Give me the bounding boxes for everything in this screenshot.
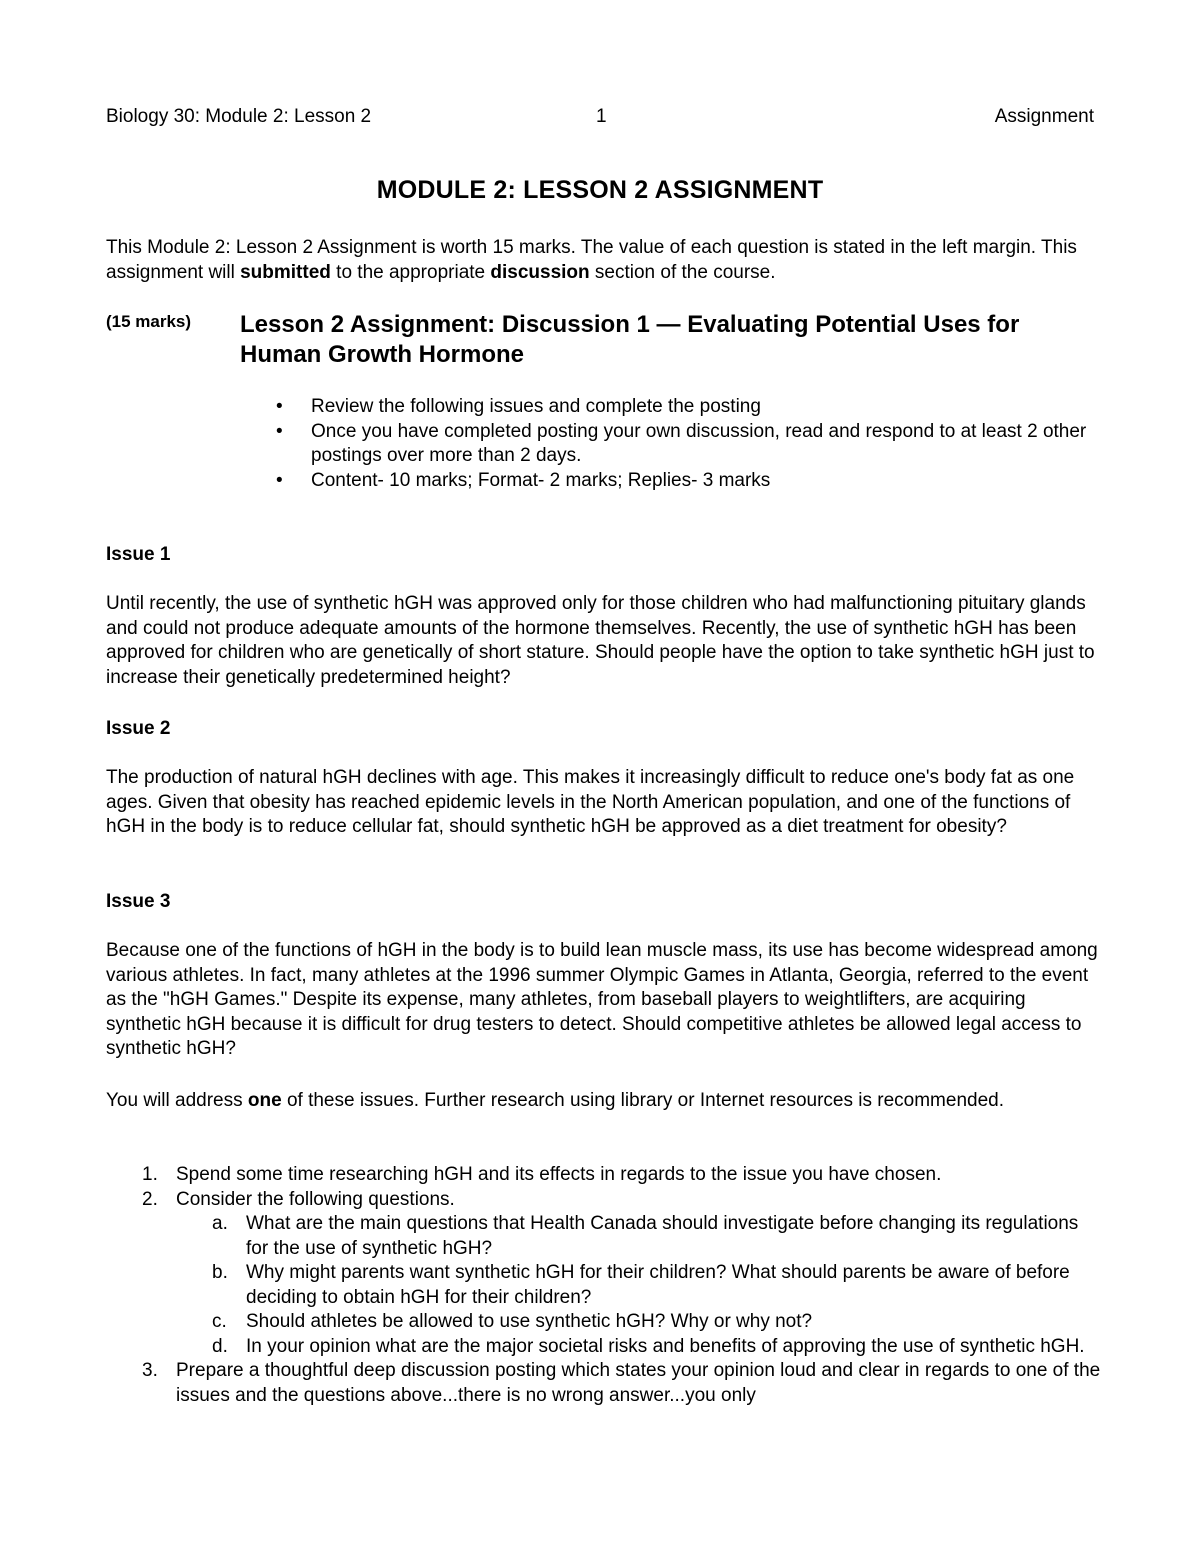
bullet-item xyxy=(276,395,1096,420)
subquestion-item xyxy=(176,1212,1101,1261)
header-doc-type: Assignment xyxy=(994,106,1094,127)
step-text: Spend some time researching hGH and its effects in regards to the issue you have chosen. xyxy=(176,1164,942,1185)
bullet-text: Review the following issues and complete the posting xyxy=(311,396,761,417)
address-text-1: You will address xyxy=(106,1090,248,1111)
bullet-icon: • xyxy=(276,396,283,417)
step-number: 2. xyxy=(142,1188,158,1210)
bullet-icon: • xyxy=(276,469,283,491)
header-page-number: 1 xyxy=(596,106,607,127)
page-title: MODULE 2: LESSON 2 ASSIGNMENT xyxy=(376,176,824,204)
address-bold-one: one xyxy=(247,1090,282,1111)
steps-list xyxy=(106,1163,1101,1408)
bullet-icon: • xyxy=(276,420,283,442)
step-text: Prepare a thoughtful deep discussion posting which states your opinion loud and clear in regards to one of the issues and the questions above...there is no wrong answer...you only xyxy=(176,1360,1101,1406)
bullet-text: Content- 10 marks; Format- 2 marks; Replies- 3 marks xyxy=(311,469,771,491)
issue-3-text: Because one of the functions of hGH in the body is to build lean muscle mass, its use has become widespread among various athletes. In fact, many athletes at the 1996 summer Olympic Games in Atlanta, Georgia, referred to the event as the "hGH Games." Despite its expense, many athletes, from baseball players to weightlifters, are acquiring synthetic hGH because it is difficult for drug testers to detect. Should competitive athletes be allowed legal access to synthetic hGH? xyxy=(106,940,1098,1059)
issue-3-label: Issue 3 xyxy=(106,891,171,912)
intro-bold-submitted: submitted xyxy=(240,261,331,283)
marks-label: (15 marks) xyxy=(106,312,192,331)
subquestion-letter: c. xyxy=(212,1311,227,1332)
instruction-bullets xyxy=(276,395,1096,493)
issue-2-text: The production of natural hGH declines with age. This makes it increasingly difficult to reduce one's body fat as one ages. Given that obesity has reached epidemic levels in the North American population, and one of the functions of hGH in the body is to reduce cellular fat, should synthetic hGH be approved as a diet treatment for obesity? xyxy=(106,767,1075,837)
bullet-item xyxy=(276,420,1096,469)
step-item xyxy=(106,1163,1101,1188)
bullet-item xyxy=(276,469,1096,494)
intro-bold-discussion: discussion xyxy=(490,261,590,283)
step-item xyxy=(106,1359,1101,1408)
subquestion-item xyxy=(176,1261,1101,1310)
subquestion-text: In your opinion what are the major societal risks and benefits of approving the use of synthetic hGH. xyxy=(246,1335,1085,1357)
address-paragraph xyxy=(106,1089,1101,1114)
header-course: Biology 30: Module 2: Lesson 2 xyxy=(106,106,372,127)
subquestion-item xyxy=(176,1335,1101,1360)
intro-text-1: This Module 2: Lesson 2 Assignment is worth 15 marks. The value of each question is stated in the left margin. This assignment will xyxy=(106,237,1077,283)
subquestion-item xyxy=(176,1310,1101,1335)
issue-1-label: Issue 1 xyxy=(106,544,171,565)
address-text-2: of these issues. Further research using library or Internet resources is recommended. xyxy=(281,1090,1004,1111)
intro-paragraph xyxy=(106,236,1096,285)
step-text: Consider the following questions. xyxy=(176,1188,455,1210)
intro-text-2: to the appropriate xyxy=(330,261,491,283)
step-number: 1. xyxy=(142,1164,158,1185)
subquestion-text: What are the main questions that Health Canada should investigate before changing its regulations for the use of synthetic hGH? xyxy=(246,1213,1079,1259)
issue-1-text: Until recently, the use of synthetic hGH was approved only for those children who had malfunctioning pituitary glands and could not produce adequate amounts of the hormone themselves. Recently, the use of synthetic hGH has been approved for children who are genetically of short stature. Should people have the option to take synthetic hGH just to increase their genetically predetermined height? xyxy=(106,593,1095,688)
step-number: 3. xyxy=(142,1360,158,1381)
bullet-text: Once you have completed posting your own discussion, read and respond to at least 2 other postings over more than 2 days. xyxy=(311,420,1087,466)
subquestion-text: Why might parents want synthetic hGH for their children? What should parents be aware of before deciding to obtain hGH for their children? xyxy=(246,1262,1070,1308)
page-header xyxy=(106,106,1094,130)
issue-2-label: Issue 2 xyxy=(106,718,171,739)
subquestion-list xyxy=(176,1212,1101,1359)
subquestion-text: Should athletes be allowed to use synthetic hGH? Why or why not? xyxy=(246,1311,813,1332)
subquestion-letter: b. xyxy=(212,1262,228,1283)
subquestion-letter: a. xyxy=(212,1213,228,1234)
intro-text-3: section of the course. xyxy=(589,261,776,283)
assignment-heading: Lesson 2 Assignment: Discussion 1 — Evaluating Potential Uses for Human Growth Hormone xyxy=(240,311,1020,368)
subquestion-letter: d. xyxy=(212,1335,228,1357)
step-item xyxy=(106,1188,1101,1360)
